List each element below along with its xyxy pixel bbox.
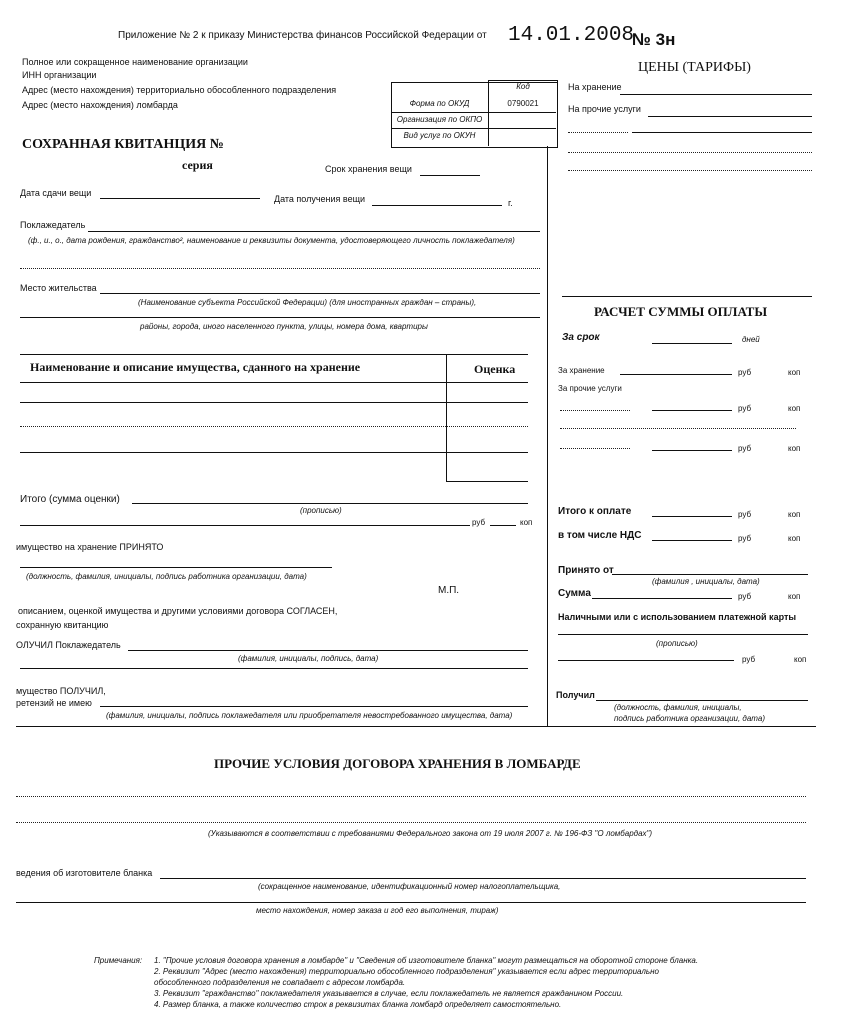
prop-got-field[interactable] [100,706,528,707]
total-field[interactable] [132,503,528,504]
agree-text-1: описанием, оценкой имущества и другими условиями договора СОГЛАСЕН, [18,606,338,616]
tariff-line[interactable] [568,152,812,153]
other-terms-line[interactable] [16,796,806,797]
maker-field-2[interactable] [16,902,806,903]
date-received-label: Дата получения вещи [274,194,366,204]
date-given-label: Дата сдачи вещи [20,188,92,198]
got-field[interactable] [128,650,528,651]
tariff-line[interactable] [568,170,812,171]
calc-other-label: За прочие услуги [558,384,622,393]
accepted-from-field[interactable] [612,574,808,575]
codes-divider [488,95,489,146]
calc-vat-rub: руб [738,534,752,543]
calc-words-rub: руб [742,655,756,664]
date-received-field[interactable] [372,205,502,206]
calc-other-rub: руб [738,404,752,413]
calc-in-words-hint: (прописью) [656,639,698,648]
accepted-hint: (должность, фамилия, инициалы, подпись работника организации, дата) [26,572,307,581]
receipt-series: серия [182,158,213,172]
prop-got-2: ретензий не имею [16,698,92,708]
order-number: № 3н [632,30,676,49]
calc-period-label: За срок [562,332,600,343]
calc-sum-field[interactable] [592,598,732,599]
calc-words-kop: коп [794,655,807,664]
calc-other-line[interactable] [560,410,630,411]
property-row[interactable] [20,402,528,403]
received-hint-2: подпись работника организации, дата) [614,714,765,723]
property-row[interactable] [20,452,528,453]
calc-cash-field[interactable] [558,634,808,635]
receipt-title: СОХРАННАЯ КВИТАНЦИЯ № [22,137,224,152]
calc-line[interactable] [560,428,796,429]
other-terms-hint: (Указываются в соответствии с требованиями Федерального закона от 19 июля 2007 г. № 196-ФЗ "О ломбардах") [208,829,653,838]
received-label: Получил [556,690,595,700]
residence-hint-2: районы, города, иного населенного пункта, улицы, номера дома, квартиры [140,322,428,331]
calc-cash-label: Наличными или с использованием платежной карты [558,612,797,622]
calc-total-label: Итого к оплате [558,506,632,517]
calc-storage-label: За хранение [558,366,605,375]
calc-days: дней [742,335,760,344]
calc-storage-field[interactable] [620,374,732,375]
residence-hint-1: (Наименование субъекта Российской Федерации) (для иностранных граждан – страны), [138,298,477,307]
note-item: обособленного подразделения не совпадает с адресом ломбарда. [154,978,406,987]
total-rub: руб [472,518,486,527]
prop-got-1: мущество ПОЛУЧИЛ, [16,686,106,696]
total-label: Итого (сумма оценки) [20,494,120,505]
total-kop: коп [520,518,533,527]
residence-field[interactable] [100,293,540,294]
date-given-field[interactable] [100,198,260,199]
tariff-storage-label: На хранение [568,82,622,92]
tariff-line[interactable] [568,132,628,133]
calc-sum-kop: коп [788,592,801,601]
calc-extra-kop: коп [788,444,801,453]
maker-hint-2: место нахождения, номер заказа и год его выполнения, тираж) [256,906,499,915]
property-value-bottom [446,481,528,482]
maker-label: ведения об изготовителе бланка [16,868,153,878]
codes-okun-label: Вид услуг по ОКУН [403,131,476,140]
lombard-address-label: Адрес (место нахождения) ломбарда [22,100,178,110]
storage-term-field[interactable] [420,175,480,176]
tariff-line[interactable] [632,132,812,133]
codes-okpo-label: Организация по ОКПО [396,115,483,124]
pawner-hint: (ф., и., о., дата рождения, гражданство², наименование и реквизиты документа, удостоверяющего личность поклажедателя) [28,236,515,245]
appendix-note: Приложение № 2 к приказу Министерства финансов Российской Федерации от [118,30,487,41]
maker-field[interactable] [160,878,806,879]
property-row[interactable] [20,426,528,427]
storage-term-label: Срок хранения вещи [325,164,412,174]
tariff-other-field[interactable] [648,116,812,117]
got-bottom-line [20,668,528,669]
calc-storage-rub: руб [738,368,752,377]
note-item: 3. Реквизит "гражданство" поклажедателя указывается в случае, если поклажедатель не является гражданином России. [154,989,624,998]
agree-text-2: сохранную квитанцию [16,620,109,630]
codes-row-line [391,112,556,113]
total-kop-field[interactable] [490,525,516,526]
other-terms-title: ПРОЧИЕ УСЛОВИЯ ДОГОВОРА ХРАНЕНИЯ В ЛОМБАРДЕ [214,756,581,771]
calc-vat-kop: коп [788,534,801,543]
tariff-other-label: На прочие услуги [568,104,641,114]
calc-other-kop: коп [788,404,801,413]
pawner-label: Поклажедатель [20,220,86,230]
codes-row-line [391,128,556,129]
property-col-name: Наименование и описание имущества, сданного на хранение [30,360,361,374]
calc-sum-rub: руб [738,592,752,601]
note-item: 1. "Прочие условия договора хранения в ломбарде" и "Сведения об изготовителе бланка" могут размещаться на оборотной стороне бланка. [154,956,699,965]
org-name-label: Полное или сокращенное наименование организации [22,57,248,67]
calc-total-kop: коп [788,510,801,519]
notes-label: Примечания: [94,956,143,965]
accepted-field[interactable] [20,567,332,568]
calc-extra-rub: руб [738,444,752,453]
calc-total-field[interactable] [652,516,732,517]
total-in-words-hint: (прописью) [300,506,342,515]
accepted-label: имущество на хранение ПРИНЯТО [16,542,164,552]
calc-title: РАСЧЕТ СУММЫ ОПЛАТЫ [594,304,768,319]
property-col-divider [446,354,447,482]
calc-vat-label: в том числе НДС [558,530,642,541]
accepted-from-hint: (фамилия , инициалы, дата) [652,577,760,586]
pawner-field[interactable] [88,231,540,232]
note-item: 2. Реквизит "Адрес (место нахождения) территориально обособленного подразделения" указывается если адрес территориально [154,967,659,976]
branch-address-label: Адрес (место нахождения) территориально обособленного подразделения [22,85,337,95]
maker-hint-1: (сокращенное наименование, идентификационный номер налогоплательщика, [258,882,561,891]
calc-vat-field[interactable] [652,540,732,541]
order-date: 14.01.2008 [508,24,635,47]
calc-sum-label: Сумма [558,588,591,599]
calc-period-field[interactable] [652,343,732,344]
accepted-from-label: Принято от [558,565,614,576]
tariffs-title: ЦЕНЫ (ТАРИФЫ) [638,60,751,75]
codes-okud-label: Форма по ОКУД [409,99,470,108]
property-table-top [20,354,528,355]
section-divider [16,726,816,727]
prop-got-hint: (фамилия, инициалы, подпись поклажедателя или приобретателя невостребованного имущества, дата) [106,711,513,720]
got-hint: (фамилия, инициалы, подпись, дата) [238,654,379,663]
codes-okud-value: 0790021 [507,99,539,108]
pawner-extra-line[interactable] [20,268,540,269]
property-col-value: Оценка [474,362,516,376]
residence-field-2[interactable] [20,317,540,318]
calc-words-field[interactable] [558,660,734,661]
stamp-mark: М.П. [438,585,460,596]
calc-extra-field[interactable] [652,450,732,451]
got-label: ОЛУЧИЛ Поклажедатель [16,640,121,650]
inn-label: ИНН организации [22,70,97,80]
note-item: 4. Размер бланка, а также количество строк в реквизитах бланка ломбард определяет самостоятельно. [154,1000,562,1009]
calc-other-field[interactable] [652,410,732,411]
total-words-field[interactable] [20,525,470,526]
year-suffix: г. [508,198,513,208]
tariffs-bottom-line [562,296,812,297]
calc-storage-kop: коп [788,368,801,377]
calc-line[interactable] [560,448,630,449]
tariff-storage-field[interactable] [620,94,812,95]
residence-label: Место жительства [20,283,97,293]
calc-total-rub: руб [738,510,752,519]
received-hint-1: (должность, фамилия, инициалы, [614,703,742,712]
column-divider [547,146,548,726]
codes-header: Код [516,82,530,91]
property-header-line [20,382,528,383]
other-terms-line[interactable] [16,822,806,823]
received-field[interactable] [596,700,808,701]
